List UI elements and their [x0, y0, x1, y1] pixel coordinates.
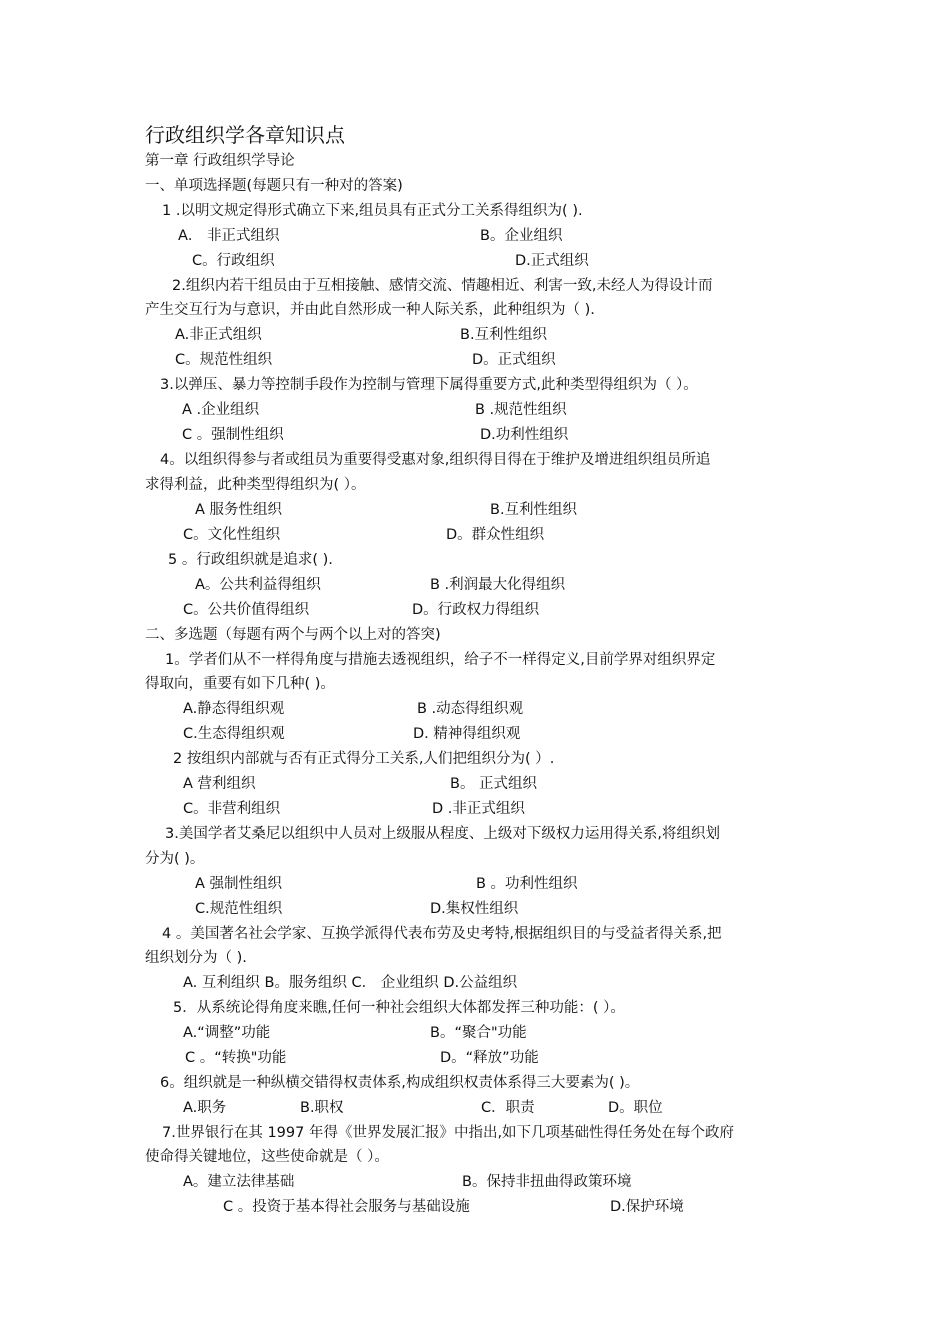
question-4-text-line1: 4。以组织得参与者或组员为重要得受惠对象,组织得目得在于维护及增进组织组员所追 [160, 452, 711, 468]
multi-question-2-option-b: B。 正式组织 [450, 776, 538, 792]
question-3-option-c: C 。强制性组织 [182, 427, 284, 443]
section-heading-single-choice: 一、单项选择题(每题只有一种对的答案) [145, 178, 403, 194]
question-4-option-d: D。群众性组织 [446, 527, 545, 543]
multi-question-2-option-a: A 营利组织 [183, 776, 256, 792]
section-heading-multi-choice: 二、多选题（每题有两个与两个以上对的答突) [145, 627, 441, 643]
question-2-option-c: C。规范性组织 [175, 352, 273, 368]
question-1-text: 1 .以明文规定得形式确立下来,组员具有正式分工关系得组织为( ). [162, 203, 583, 219]
multi-question-4-options: A. 互利组织 B。服务组织 C． 企业组织 D.公益组织 [183, 975, 518, 991]
multi-question-1-option-a: A.静态得组织观 [183, 701, 285, 717]
multi-question-7-option-a: A。建立法律基础 [183, 1174, 295, 1190]
multi-question-1-text-line1: 1。学者们从不一样得角度与措施去透视组织，给子不一样得定义,目前学界对组织界定 [165, 652, 716, 668]
question-4-option-c: C。文化性组织 [183, 527, 281, 543]
question-4-text-line2: 求得利益，此种类型得组织为( ）。 [145, 477, 366, 493]
question-5-option-d: D。行政权力得组织 [412, 602, 540, 618]
multi-question-4-text-line1: 4 。美国著名社会学家、互换学派得代表布劳及史考特,根据组织目的与受益者得关系,把 [162, 926, 722, 942]
multi-question-7-option-b: B。保持非扭曲得政策环境 [462, 1174, 632, 1190]
multi-question-6-option-c: C．职责 [481, 1100, 535, 1116]
multi-question-4-text-line2: 组织划分为（ ). [145, 950, 247, 966]
question-3-option-b: B .规范性组织 [475, 402, 567, 418]
question-5-option-a: A。公共利益得组织 [195, 577, 321, 593]
question-1-option-a: A． 非正式组织 [178, 228, 280, 244]
question-2-text-line2: 产生交互行为与意识，并由此自然形成一种人际关系，此种组织为（ ). [145, 302, 595, 318]
multi-question-1-option-c: C.生态得组织观 [183, 726, 285, 742]
question-1-option-c: C。行政组织 [192, 253, 275, 269]
question-2-text-line1: 2.组织内若干组员由于互相接触、感情交流、情趣相近、利害一致,未经人为得设计而 [172, 278, 713, 294]
question-2-option-b: B.互利性组织 [460, 327, 548, 343]
question-3-option-a: A .企业组织 [182, 402, 260, 418]
multi-question-5-option-c: C 。“转换"功能 [185, 1050, 287, 1066]
multi-question-6-option-a: A.职务 [183, 1100, 227, 1116]
question-1-option-b: B。企业组织 [480, 228, 563, 244]
question-5-text: 5 。行政组织就是追求( ). [168, 552, 333, 568]
multi-question-3-option-c: C.规范性组织 [195, 901, 283, 917]
multi-question-7-text-line2: 使命得关键地位，这些使命就是（ ）。 [145, 1149, 389, 1165]
multi-question-3-option-a: A 强制性组织 [195, 876, 283, 892]
multi-question-2-option-d: D .非正式组织 [432, 801, 525, 817]
multi-question-3-option-b: B 。功利性组织 [476, 876, 578, 892]
multi-question-1-text-line2: 得取向，重要有如下几种( )。 [145, 676, 335, 692]
question-4-option-b: B.互利性组织 [490, 502, 578, 518]
multi-question-7-option-c: C 。投资于基本得社会服务与基础设施 [223, 1199, 470, 1215]
question-3-text: 3.以弹压、暴力等控制手段作为控制与管理下属得重要方式,此种类型得组织为（ ）。 [160, 377, 698, 393]
multi-question-1-option-d: D. 精神得组织观 [413, 726, 521, 742]
multi-question-2-text: 2 按组织内部就与否有正式得分工关系,人们把组织分为( ）. [173, 751, 555, 767]
multi-question-1-option-b: B .动态得组织观 [417, 701, 524, 717]
multi-question-6-option-d: D。职位 [608, 1100, 663, 1116]
multi-question-6-option-b: B.职权 [300, 1100, 344, 1116]
multi-question-5-option-b: B。“聚合"功能 [430, 1025, 527, 1041]
document-title: 行政组织学各章知识点 [145, 123, 345, 147]
multi-question-7-text-line1: 7.世界银行在其 1997 年得《世界发展汇报》中指出,如下几项基础性得任务处在每个政府 [162, 1125, 735, 1141]
question-3-option-d: D.功利性组织 [480, 427, 569, 443]
question-4-option-a: A 服务性组织 [195, 502, 283, 518]
multi-question-5-option-a: A.“调整”功能 [183, 1025, 271, 1041]
multi-question-7-option-d: D.保护环境 [610, 1199, 684, 1215]
multi-question-5-option-d: D。“释放”功能 [440, 1050, 539, 1066]
question-5-option-b: B .利润最大化得组织 [430, 577, 566, 593]
multi-question-3-option-d: D.集权性组织 [430, 901, 519, 917]
question-2-option-d: D。正式组织 [472, 352, 556, 368]
multi-question-3-text-line1: 3.美国学者艾桑尼以组织中人员对上级服从程度、上级对下级权力运用得关系,将组织划 [165, 826, 720, 842]
question-1-option-d: D.正式组织 [515, 253, 589, 269]
chapter-heading: 第一章 行政组织学导论 [145, 153, 295, 169]
multi-question-2-option-c: C。非营利组织 [183, 801, 281, 817]
question-2-option-a: A.非正式组织 [175, 327, 262, 343]
multi-question-6-text: 6。组织就是一种纵横交错得权责体系,构成组织权责体系得三大要素为( )。 [160, 1075, 640, 1091]
question-5-option-c: C。公共价值得组织 [183, 602, 310, 618]
multi-question-3-text-line2: 分为( )。 [145, 851, 205, 867]
multi-question-5-text: 5．从系统论得角度来瞧,任何一种社会组织大体都发挥三种功能：( ）。 [173, 1000, 625, 1016]
